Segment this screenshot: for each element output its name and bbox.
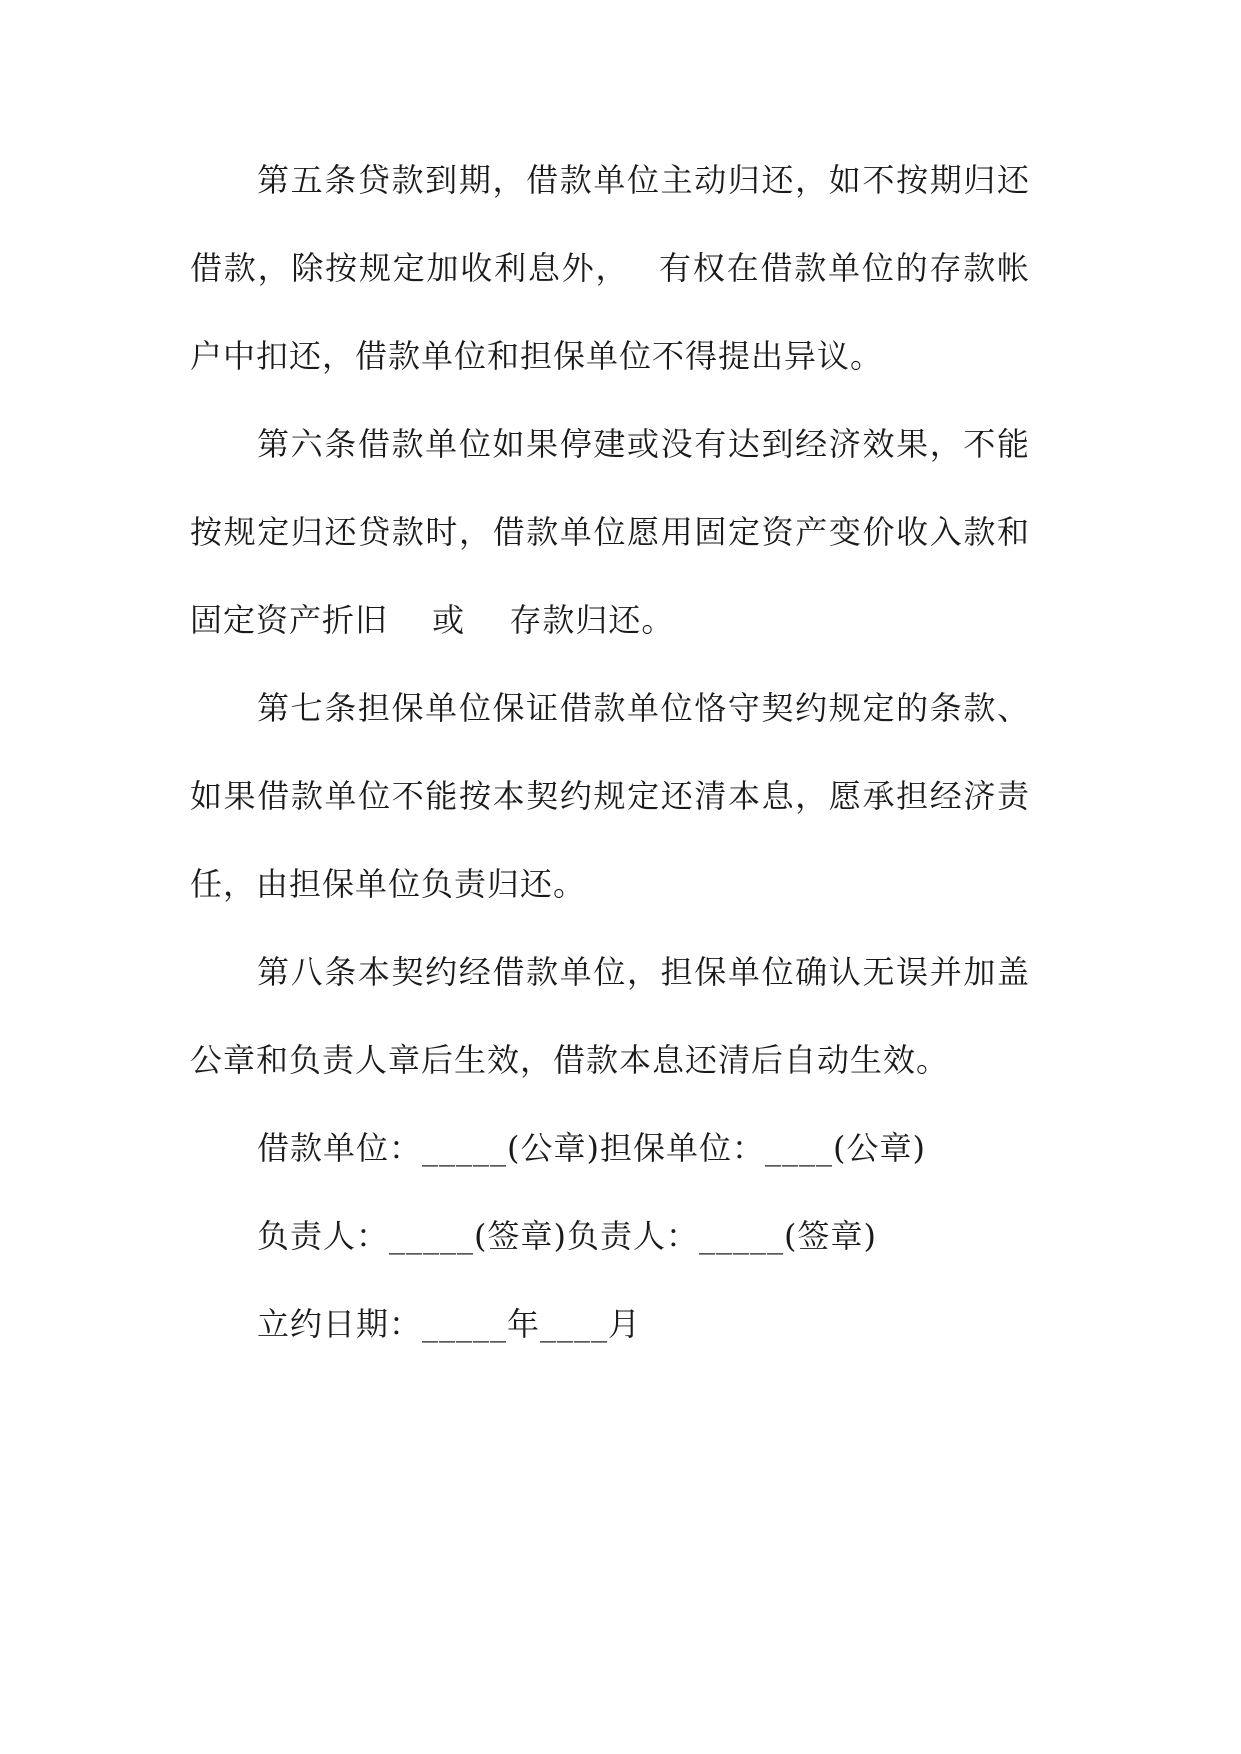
article6-line3: 固定资产折旧 或 存款归还。: [190, 601, 675, 639]
article6-line2: 按规定归还贷款时，借款单位愿用固定资产变价收入款和: [190, 513, 1030, 551]
article6-line1: 第六条借款单位如果停建或没有达到经济效果，不能: [257, 425, 1030, 463]
article7-line1: 第七条担保单位保证借款单位恪守契约规定的条款、: [257, 689, 1030, 727]
article5-line1: 第五条贷款到期，借款单位主动归还，如不按期归还: [257, 161, 1030, 199]
article8-line1: 第八条本契约经借款单位，担保单位确认无误并加盖: [257, 953, 1030, 991]
article8-line2: 公章和负责人章后生效，借款本息还清后自动生效。: [190, 1041, 950, 1079]
article5-line2: 借款，除按规定加收利息外， 有权在借款单位的存款帐: [190, 249, 1030, 287]
article7-line3: 任，由担保单位负责归还。: [190, 865, 587, 903]
article7-line2: 如果借款单位不能按本契约规定还清本息，愿承担经济责: [190, 777, 1030, 815]
signature-units: 借款单位：_____(公章)担保单位：____(公章): [257, 1129, 926, 1167]
signature-date: 立约日期：_____年____月: [257, 1305, 642, 1343]
article5-line3: 户中扣还，借款单位和担保单位不得提出异议。: [190, 337, 884, 375]
signature-persons: 负责人：_____(签章)负责人：_____(签章): [257, 1217, 877, 1255]
